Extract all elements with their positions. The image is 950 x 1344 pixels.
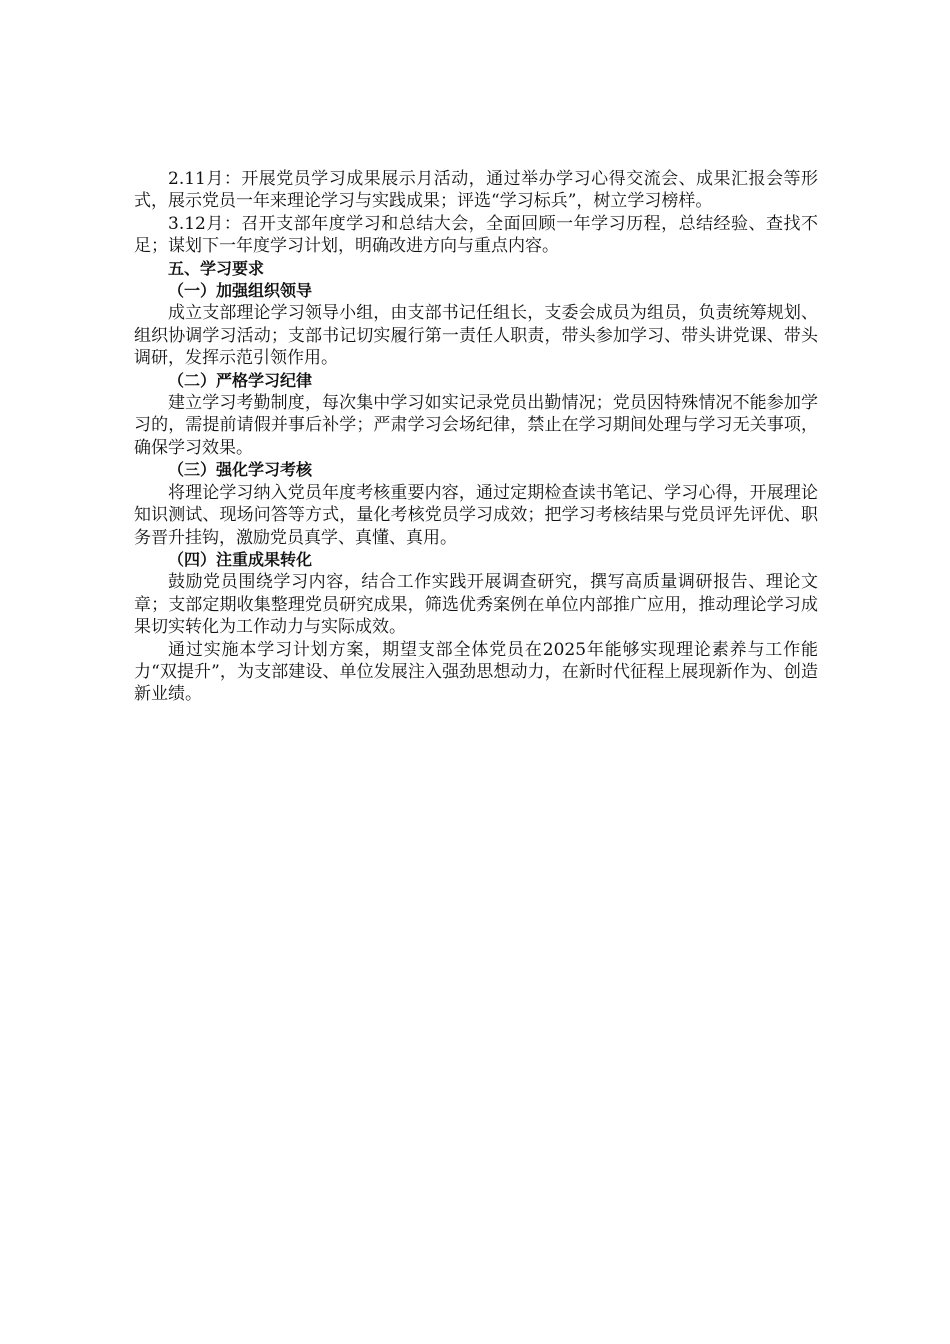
subheading-organization-leadership: （一）加强组织领导 (168, 281, 313, 301)
subheading-study-discipline: （二）严格学习纪律 (168, 370, 313, 390)
paragraph-december-summary: 3.12月：召开支部年度学习和总结大会，全面回顾一年学习历程，总结经验、查找不足；谋划下一年度学习计划，明确改进方向与重点内容。 (134, 213, 818, 257)
paragraph-conclusion: 通过实施本学习计划方案，期望支部全体党员在2025年能够实现理论素养与工作能力“双提升”，为支部建设、单位发展注入强劲思想动力，在新时代征程上展现新作为、创造新业绩。 (134, 639, 818, 705)
document-page (134, 168, 818, 706)
section-heading-study-requirements: 五、学习要求 (168, 258, 265, 278)
paragraph-organization-leadership: 成立支部理论学习领导小组，由支部书记任组长，支委会成员为组员，负责统筹规划、组织协调学习活动；支部书记切实履行第一责任人职责，带头参加学习、带头讲党课、带头调研，发挥示范引领作用。 (134, 303, 818, 369)
paragraph-study-discipline: 建立学习考勤制度，每次集中学习如实记录党员出勤情况；党员因特殊情况不能参加学习的，需提前请假并事后补学；严肃学习会场纪律，禁止在学习期间处理与学习无关事项，确保学习效果。 (134, 393, 818, 458)
paragraph-november-activity: 2.11月：开展党员学习成果展示月活动，通过举办学习心得交流会、成果汇报会等形式，展示党员一年来理论学习与实践成果；评选“学习标兵”，树立学习榜样。 (134, 169, 818, 212)
subheading-results-transformation: （四）注重成果转化 (168, 549, 313, 569)
paragraph-study-assessment: 将理论学习纳入党员年度考核重要内容，通过定期检查读书笔记、学习心得，开展理论知识测试、现场问答等方式，量化考核党员学习成效；把学习考核结果与党员评先评优、职务晋升挂钩，激励党员真学、真懂、真用。 (134, 482, 818, 548)
paragraph-results-transformation: 鼓励党员围绕学习内容，结合工作实践开展调查研究，撰写高质量调研报告、理论文章；支部定期收集整理党员研究成果，筛选优秀案例在单位内部推广应用，推动理论学习成果切实转化为工作动力与实际成效。 (134, 572, 818, 638)
subheading-study-assessment: （三）强化学习考核 (168, 460, 313, 480)
